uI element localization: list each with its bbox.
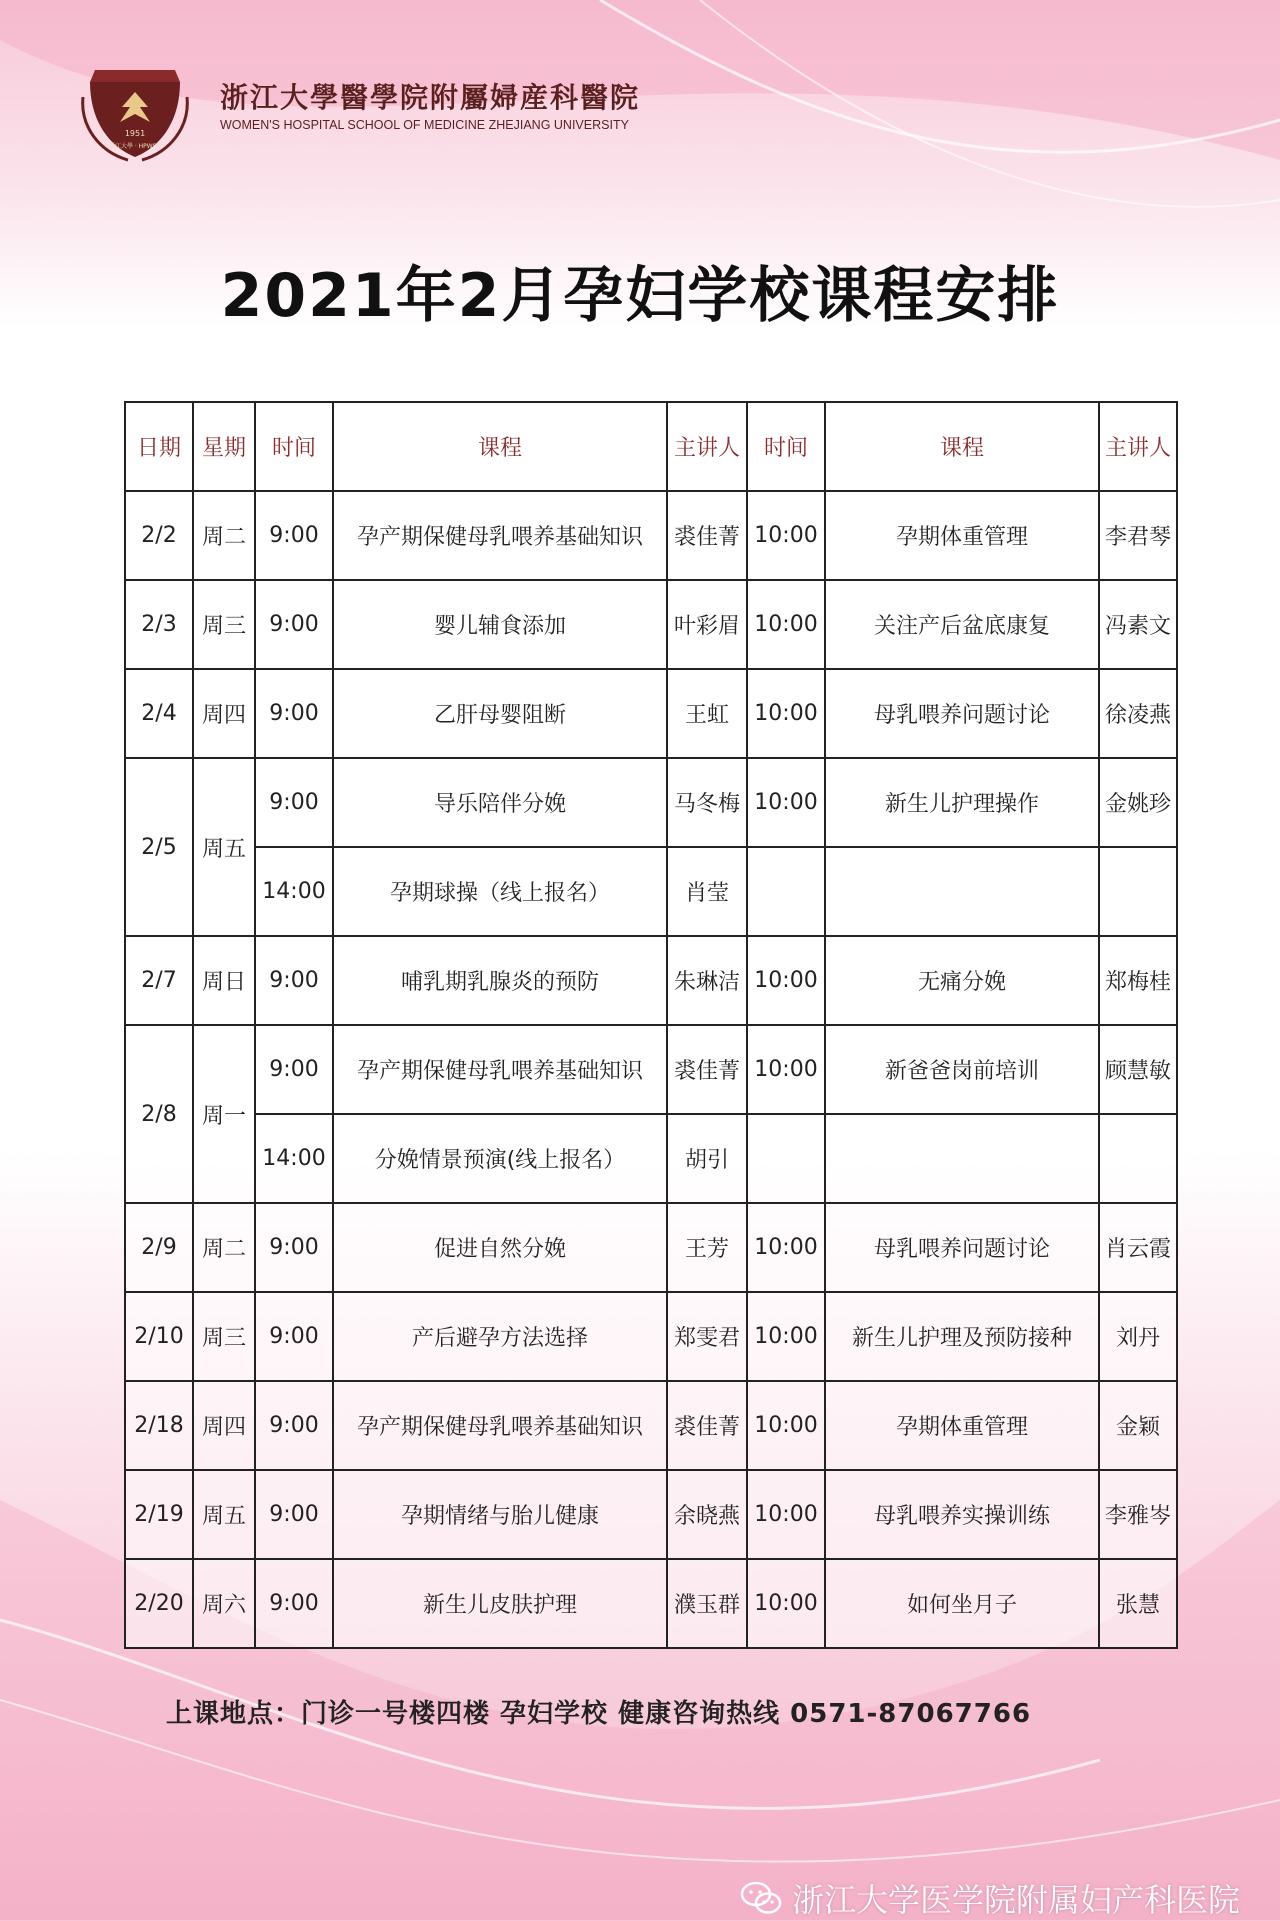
speaker-2-cell: 张慧 xyxy=(1099,1559,1177,1648)
weekday-cell: 周三 xyxy=(193,580,255,669)
date-cell: 2/3 xyxy=(125,580,193,669)
table-header-row xyxy=(125,402,1177,491)
weekday-cell: 周五 xyxy=(193,1470,255,1559)
header-course-1: 课程 xyxy=(333,402,667,491)
time-2-cell: 10:00 xyxy=(747,580,825,669)
course-1-cell: 孕期球操（线上报名） xyxy=(333,847,667,936)
time-1-cell: 9:00 xyxy=(255,1559,333,1648)
header-speaker-2: 主讲人 xyxy=(1099,402,1177,491)
table-row xyxy=(125,491,1177,580)
time-2-cell: 10:00 xyxy=(747,1470,825,1559)
time-2-cell: 10:00 xyxy=(747,669,825,758)
speaker-1-cell: 肖莹 xyxy=(667,847,747,936)
course-1-cell: 孕产期保健母乳喂养基础知识 xyxy=(333,491,667,580)
schedule-table xyxy=(124,401,1178,1649)
speaker-1-cell: 裘佳菁 xyxy=(667,491,747,580)
speaker-2-cell: 金姚珍 xyxy=(1099,758,1177,847)
speaker-2-cell: 徐凌燕 xyxy=(1099,669,1177,758)
course-2-cell: 新爸爸岗前培训 xyxy=(825,1025,1099,1114)
course-2-cell: 关注产后盆底康复 xyxy=(825,580,1099,669)
weekday-cell: 周六 xyxy=(193,1559,255,1648)
speaker-2-cell: 冯素文 xyxy=(1099,580,1177,669)
table-row xyxy=(125,1292,1177,1381)
table-row xyxy=(125,669,1177,758)
table-row xyxy=(125,847,1177,936)
course-1-cell: 导乐陪伴分娩 xyxy=(333,758,667,847)
course-2-cell: 母乳喂养实操训练 xyxy=(825,1470,1099,1559)
class-location-hotline: 上课地点：门诊一号楼四楼 孕妇学校 健康咨询热线 0571-87067766 xyxy=(166,1699,1032,1729)
time-2-cell: 10:00 xyxy=(747,1381,825,1470)
header-time-1: 时间 xyxy=(255,402,333,491)
course-2-cell: 孕期体重管理 xyxy=(825,1381,1099,1470)
date-cell: 2/5 xyxy=(125,758,193,936)
date-cell: 2/8 xyxy=(125,1025,193,1203)
speaker-1-cell: 裘佳菁 xyxy=(667,1381,747,1470)
time-2-cell: 10:00 xyxy=(747,1203,825,1292)
header-date: 日期 xyxy=(125,402,193,491)
speaker-1-cell: 王虹 xyxy=(667,669,747,758)
page-title: 2021年2月孕妇学校课程安排 xyxy=(220,261,1060,331)
course-2-cell: 新生儿护理操作 xyxy=(825,758,1099,847)
time-1-cell: 9:00 xyxy=(255,580,333,669)
course-1-cell: 分娩情景预演(线上报名） xyxy=(333,1114,667,1203)
table-row xyxy=(125,1559,1177,1648)
table-row xyxy=(125,1114,1177,1203)
hospital-emblem-icon xyxy=(80,52,190,162)
table-row xyxy=(125,758,1177,847)
header-time-2: 时间 xyxy=(747,402,825,491)
course-2-cell xyxy=(825,1114,1099,1203)
course-2-cell xyxy=(825,847,1099,936)
table-row xyxy=(125,936,1177,1025)
emblem-text: 浙江大學 · HPWSH xyxy=(108,143,162,150)
time-1-cell: 9:00 xyxy=(255,491,333,580)
course-2-cell: 如何坐月子 xyxy=(825,1559,1099,1648)
course-1-cell: 新生儿皮肤护理 xyxy=(333,1559,667,1648)
wechat-icon xyxy=(740,1879,784,1917)
weekday-cell: 周四 xyxy=(193,1381,255,1470)
hospital-name-en: WOMEN'S HOSPITAL SCHOOL OF MEDICINE ZHEJIANG UNIVERSITY xyxy=(220,118,629,132)
course-2-cell: 孕期体重管理 xyxy=(825,491,1099,580)
course-1-cell: 产后避孕方法选择 xyxy=(333,1292,667,1381)
speaker-2-cell: 金颖 xyxy=(1099,1381,1177,1470)
course-1-cell: 婴儿辅食添加 xyxy=(333,580,667,669)
date-cell: 2/19 xyxy=(125,1470,193,1559)
speaker-2-cell: 顾慧敏 xyxy=(1099,1025,1177,1114)
weekday-cell: 周五 xyxy=(193,758,255,936)
table-row xyxy=(125,1381,1177,1470)
time-2-cell: 10:00 xyxy=(747,1025,825,1114)
speaker-1-cell: 裘佳菁 xyxy=(667,1025,747,1114)
table-row xyxy=(125,1203,1177,1292)
time-1-cell: 9:00 xyxy=(255,1025,333,1114)
time-1-cell: 14:00 xyxy=(255,847,333,936)
speaker-1-cell: 朱琳洁 xyxy=(667,936,747,1025)
course-1-cell: 孕产期保健母乳喂养基础知识 xyxy=(333,1381,667,1470)
table-row xyxy=(125,1025,1177,1114)
time-1-cell: 9:00 xyxy=(255,669,333,758)
header-weekday: 星期 xyxy=(193,402,255,491)
watermark-text: 浙江大学医学院附属妇产科医院 xyxy=(791,1881,1240,1919)
speaker-1-cell: 濮玉群 xyxy=(667,1559,747,1648)
time-2-cell xyxy=(747,847,825,936)
speaker-1-cell: 郑雯君 xyxy=(667,1292,747,1381)
speaker-1-cell: 胡引 xyxy=(667,1114,747,1203)
table-row xyxy=(125,1470,1177,1559)
time-1-cell: 9:00 xyxy=(255,1203,333,1292)
course-2-cell: 母乳喂养问题讨论 xyxy=(825,1203,1099,1292)
time-1-cell: 9:00 xyxy=(255,936,333,1025)
weekday-cell: 周四 xyxy=(193,669,255,758)
time-1-cell: 9:00 xyxy=(255,1381,333,1470)
course-1-cell: 孕产期保健母乳喂养基础知识 xyxy=(333,1025,667,1114)
speaker-2-cell: 李君琴 xyxy=(1099,491,1177,580)
speaker-1-cell: 叶彩眉 xyxy=(667,580,747,669)
course-1-cell: 促进自然分娩 xyxy=(333,1203,667,1292)
time-2-cell: 10:00 xyxy=(747,1559,825,1648)
time-1-cell: 14:00 xyxy=(255,1114,333,1203)
speaker-1-cell: 余晓燕 xyxy=(667,1470,747,1559)
weekday-cell: 周二 xyxy=(193,491,255,580)
header-course-2: 课程 xyxy=(825,402,1099,491)
date-cell: 2/20 xyxy=(125,1559,193,1648)
course-2-cell: 新生儿护理及预防接种 xyxy=(825,1292,1099,1381)
course-1-cell: 哺乳期乳腺炎的预防 xyxy=(333,936,667,1025)
weekday-cell: 周二 xyxy=(193,1203,255,1292)
date-cell: 2/10 xyxy=(125,1292,193,1381)
speaker-2-cell: 肖云霞 xyxy=(1099,1203,1177,1292)
time-1-cell: 9:00 xyxy=(255,758,333,847)
time-1-cell: 9:00 xyxy=(255,1470,333,1559)
time-2-cell xyxy=(747,1114,825,1203)
course-1-cell: 孕期情绪与胎儿健康 xyxy=(333,1470,667,1559)
course-2-cell: 母乳喂养问题讨论 xyxy=(825,669,1099,758)
date-cell: 2/18 xyxy=(125,1381,193,1470)
speaker-2-cell: 李雅岑 xyxy=(1099,1470,1177,1559)
time-2-cell: 10:00 xyxy=(747,491,825,580)
speaker-1-cell: 王芳 xyxy=(667,1203,747,1292)
weekday-cell: 周日 xyxy=(193,936,255,1025)
hospital-name-cn: 浙江大學醫學院附屬婦産科醫院 xyxy=(220,81,641,114)
course-2-cell: 无痛分娩 xyxy=(825,936,1099,1025)
table-row xyxy=(125,580,1177,669)
emblem-year: 1951 xyxy=(124,129,146,138)
hospital-logo xyxy=(80,52,640,162)
date-cell: 2/4 xyxy=(125,669,193,758)
date-cell: 2/7 xyxy=(125,936,193,1025)
speaker-2-cell: 郑梅桂 xyxy=(1099,936,1177,1025)
time-2-cell: 10:00 xyxy=(747,758,825,847)
speaker-1-cell: 马冬梅 xyxy=(667,758,747,847)
speaker-2-cell xyxy=(1099,1114,1177,1203)
time-1-cell: 9:00 xyxy=(255,1292,333,1381)
speaker-2-cell xyxy=(1099,847,1177,936)
header-speaker-1: 主讲人 xyxy=(667,402,747,491)
time-2-cell: 10:00 xyxy=(747,1292,825,1381)
speaker-2-cell: 刘丹 xyxy=(1099,1292,1177,1381)
weekday-cell: 周一 xyxy=(193,1025,255,1203)
time-2-cell: 10:00 xyxy=(747,936,825,1025)
wechat-watermark xyxy=(740,1878,1240,1918)
course-1-cell: 乙肝母婴阻断 xyxy=(333,669,667,758)
date-cell: 2/9 xyxy=(125,1203,193,1292)
weekday-cell: 周三 xyxy=(193,1292,255,1381)
date-cell: 2/2 xyxy=(125,491,193,580)
